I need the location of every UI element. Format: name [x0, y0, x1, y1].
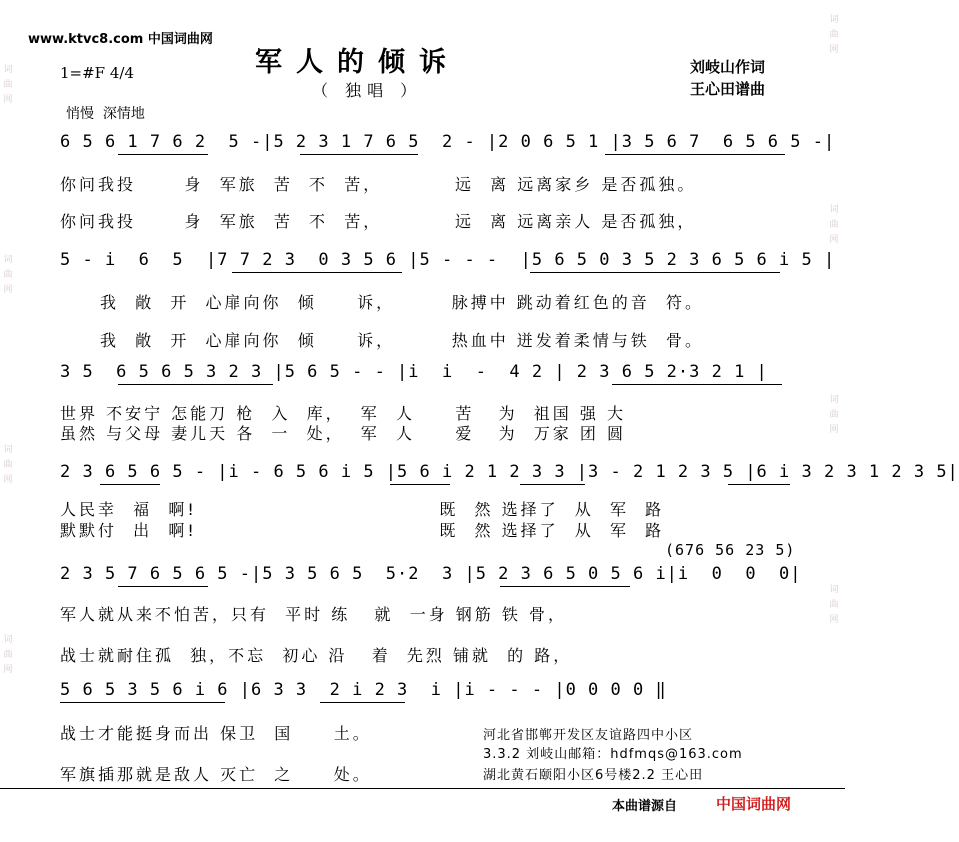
lyric-line: 默默付 出 啊! 既 然 选择了 从 军 路 [60, 521, 665, 540]
key-signature: 1=#F 4/4 [60, 64, 134, 82]
beam [520, 484, 585, 485]
lyric-line: 军旗插那就是敌人 灭亡 之 处。 [60, 765, 372, 784]
notation-row: 2 3 6 5 6 5 - |i - 6 5 6 i 5 |5 6 i 2 1 2 3 3 |3 - 2 1 2 3 5 |6 i 3 2 3 1 2 3 5| [60, 462, 959, 482]
source-label: 本曲谱源自 [612, 799, 678, 814]
beam [500, 586, 630, 587]
beam [530, 272, 780, 273]
beam [320, 702, 405, 703]
beam [300, 154, 418, 155]
beam [390, 484, 450, 485]
beam [100, 484, 160, 485]
beam [728, 484, 790, 485]
source-brand: 中国词曲网 [716, 795, 792, 813]
watermark-right: 词 曲 网 词 曲 网 词 曲 网 词 曲 网 [829, 15, 839, 625]
lyric-line: 世界 不安宁 怎能刀 枪 入 库， 军 人 苦 为 祖国 强 大 [60, 404, 626, 423]
watermark-left: 词 曲 网 词 曲 网 词 曲 网 词 曲 网 [3, 65, 13, 675]
lyric-line: 我 敞 开 心扉向你 倾 诉， 热血中 迸发着柔情与铁 骨。 [100, 331, 704, 350]
tempo-marking: 悄慢 深情地 [66, 106, 145, 122]
alternate-ending: (676 56 23 5) [665, 541, 796, 559]
notation-row: 5 - i 6 5 |7 7 2 3 0 3 5 6 |5 - - - |5 6 5 0 3 5 2 3 6 5 6 i 5 | [60, 250, 836, 270]
notation-row: 3 5 6 5 6 5 3 2 3 |5 6 5 - - |i i - 4 2 | 2 3 6 5 2·3 2 1 | [60, 362, 768, 382]
lyric-line: 我 敞 开 心扉向你 倾 诉， 脉搏中 跳动着红色的音 符。 [100, 293, 704, 312]
lyricist: 刘岐山作词 [690, 58, 766, 76]
lyric-line: 军人就从来不怕苦，只有 平时 练 就 一身 钢筋 铁 骨， [60, 605, 567, 624]
beam [612, 384, 782, 385]
lyric-line: 战士就耐住孤 独，不忘 初心 沿 着 先烈 铺就 的 路， [60, 646, 573, 665]
footer-divider [0, 788, 845, 789]
notation-row: 2 3 5 7 6 5 6 5 -|5 3 5 6 5 5·2 3 |5 2 3 6 5 0 5 6 i|i 0 0 0| [60, 564, 802, 584]
notation-row: 6 5 6 1 7 6 2 5 -|5 2 3 1 7 6 5 2 - |2 0 6 5 1 |3 5 6 7 6 5 6 5 -| [60, 132, 836, 152]
site-header: www.ktvc8.com 中国词曲网 [28, 32, 213, 47]
song-title: 军人的倾诉 [255, 47, 460, 78]
composer: 王心田谱曲 [690, 80, 766, 98]
lyric-line: 人民幸 福 啊! 既 然 选择了 从 军 路 [60, 500, 665, 519]
beam [605, 154, 785, 155]
beam [232, 272, 402, 273]
song-subtitle: （ 独唱 ） [312, 81, 423, 100]
lyric-line: 你问我投 身 军旅 苦 不 苦， 远 离 远离亲人 是否孤独， [60, 212, 697, 231]
beam [118, 384, 273, 385]
lyric-line: 你问我投 身 军旅 苦 不 苦， 远 离 远离家乡 是否孤独。 [60, 175, 697, 194]
beam [118, 154, 208, 155]
address-line: 3.3.2 刘岐山邮箱：hdfmqs@163.com [483, 747, 743, 762]
beam [118, 586, 208, 587]
lyric-line: 战士才能挺身而出 保卫 国 土。 [60, 724, 372, 743]
address-line: 湖北黄石颐阳小区6号楼2.2 王心田 [483, 768, 704, 783]
lyric-line: 虽然 与父母 妻儿天 各 一 处， 军 人 爱 为 万家 团 圆 [60, 424, 626, 443]
address-line: 河北省邯郸开发区友谊路四中小区 [483, 728, 694, 743]
beam [60, 702, 225, 703]
notation-row: 5 6 5 3 5 6 i 6 |6 3 3 2 i 2 3 i |i - - - |0 0 0 0 ‖ [60, 680, 667, 700]
